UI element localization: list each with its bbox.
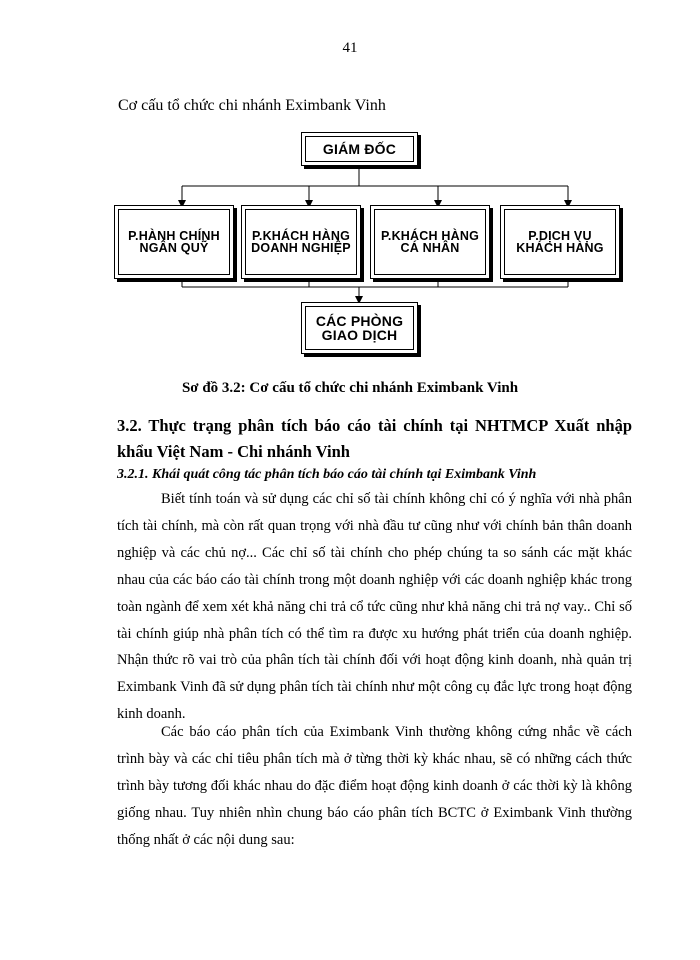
section-heading: 3.2. Thực trạng phân tích báo cáo tài chính tại NHTMCP Xuất nhập khẩu Việt Nam - Chi nhánh Vinh — [117, 416, 632, 461]
figure-caption: Sơ đồ 3.2: Cơ cấu tổ chức chi nhánh Eximbank Vinh — [181, 380, 519, 396]
org-box-department — [114, 205, 234, 279]
body-paragraph — [117, 486, 632, 728]
org-box-label: CÁC PHÒNG GIAO DỊCH — [315, 313, 404, 343]
paragraph-text: Biết tính toán và sử dụng các chỉ số tài chính không chỉ có ý nghĩa với nhà phân tích tài chính, mà còn rất quan trọng với nhà đầu tư cũng như với chính bản thân doanh nghiệp và các chủ nợ... Các chỉ số tài chính cho phép chúng ta so sánh các mặt khác nhau của các báo cáo tài chính trong một doanh nghiệp với các doanh nghiệp khác trong toàn ngành để xem xét khả năng chi trả cổ tức cũng như khả năng chi trả nợ vay.. Chỉ số tài chính giúp nhà phân tích có thể tìm ra được xu hướng phát triển của doanh nghiệp. Nhận thức rõ vai trò của phân tích tài chính đối với hoạt động kinh doanh, nhà quản trị Eximbank Vinh đã sử dụng phân tích tài chính như một công cụ đắc lực trong hoạt động kinh doanh. — [117, 491, 632, 723]
org-box-department — [241, 205, 361, 279]
org-box-transaction-offices — [301, 302, 418, 354]
org-box-department — [370, 205, 490, 279]
page-number: 41 — [342, 40, 358, 56]
org-box-department — [500, 205, 620, 279]
org-chart — [0, 0, 700, 380]
org-box-label: P.KHÁCH HÀNG DOANH NGHIỆP — [251, 229, 351, 255]
subsection-heading: 3.2.1. Khái quát công tác phân tích báo cáo tài chính tại Eximbank Vinh — [117, 467, 537, 482]
org-box-director — [301, 132, 418, 166]
org-box-label: P.HÀNH CHÍNH NGÂN QUỸ — [128, 229, 220, 255]
org-box-label: P.KHÁCH HÀNG CÁ NHÂN — [380, 229, 479, 255]
body-paragraph — [117, 719, 632, 854]
org-box-label: GIÁM ĐỐC — [322, 141, 397, 157]
chart-title: Cơ cấu tổ chức chi nhánh Eximbank Vinh — [118, 97, 386, 114]
org-box-label: P.DỊCH VỤ KHÁCH HÀNG — [516, 229, 604, 255]
paragraph-text: Các báo cáo phân tích của Eximbank Vinh thường không cứng nhắc về cách trình bày và các chỉ tiêu phân tích mà ở từng thời kỳ khác nhau, sẽ có những cách thức trình bày tương đối khác nhau do đặc điểm hoạt động kinh doanh ở các thời kỳ là không giống nhau. Tuy nhiên nhìn chung báo cáo phân tích BCTC ở Eximbank Vinh thường thống nhất ở các nội dung sau: — [117, 724, 632, 848]
